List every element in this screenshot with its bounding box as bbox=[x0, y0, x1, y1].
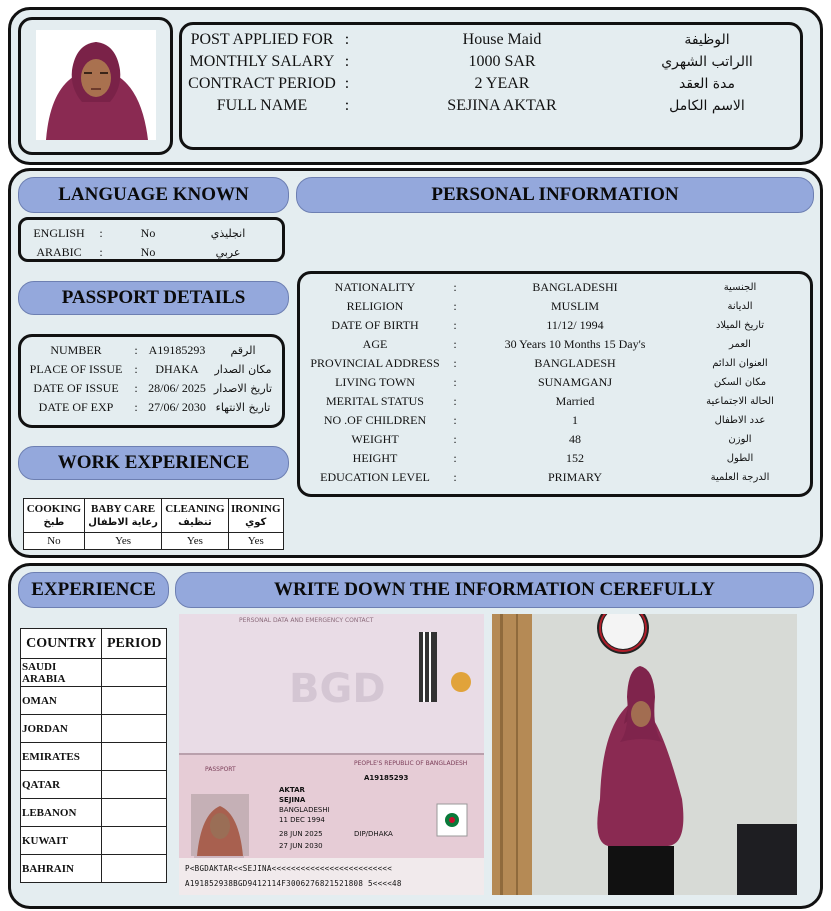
experience-period bbox=[102, 827, 167, 855]
work-column-en: CLEANING bbox=[165, 502, 225, 515]
header-colon: : bbox=[344, 31, 350, 48]
work-column-ar: كوي bbox=[245, 516, 267, 528]
personal-row bbox=[305, 356, 795, 371]
personal-value: BANGLADESH bbox=[534, 356, 616, 370]
passport-value: 27/06/ 2030 bbox=[148, 400, 206, 414]
experience-period bbox=[102, 659, 167, 687]
passport-scan-drawing bbox=[179, 614, 484, 895]
personal-value: 48 bbox=[569, 432, 581, 446]
experience-table bbox=[20, 628, 167, 883]
experience-country: EMIRATES bbox=[21, 743, 102, 771]
personal-value: PRIMARY bbox=[547, 470, 603, 484]
personal-label: PROVINCIAL ADDRESS bbox=[310, 356, 440, 370]
personal-row bbox=[305, 375, 795, 390]
personal-row bbox=[305, 432, 795, 447]
experience-row bbox=[21, 687, 167, 715]
personal-row bbox=[305, 394, 795, 409]
experience-row bbox=[21, 827, 167, 855]
experience-row bbox=[21, 855, 167, 883]
scan-dob: 11 DEC 1994 bbox=[279, 816, 325, 824]
work-value: Yes bbox=[228, 533, 283, 550]
header-value: SEJINA AKTAR bbox=[447, 97, 557, 114]
work-column-header bbox=[162, 499, 228, 533]
experience-period bbox=[102, 771, 167, 799]
header-label: MONTHLY SALARY bbox=[189, 53, 335, 70]
language-row bbox=[24, 226, 268, 241]
header-row bbox=[187, 75, 767, 93]
experience-period bbox=[102, 715, 167, 743]
work-column-header bbox=[84, 499, 161, 533]
personal-row bbox=[305, 470, 795, 485]
passport-label: DATE OF ISSUE bbox=[33, 381, 119, 395]
passport-details-title: PASSPORT DETAILS bbox=[18, 281, 289, 315]
work-experience-title: WORK EXPERIENCE bbox=[18, 446, 289, 480]
personal-arabic: الدرجة العلمية bbox=[710, 472, 770, 483]
experience-row bbox=[21, 715, 167, 743]
personal-colon: : bbox=[453, 375, 457, 389]
personal-arabic: الطول bbox=[726, 453, 754, 464]
personal-arabic: العنوان الدائم bbox=[712, 358, 768, 369]
personal-label: DATE OF BIRTH bbox=[331, 318, 419, 332]
personal-value: Married bbox=[555, 394, 595, 408]
header-value: 1000 SAR bbox=[468, 53, 536, 70]
personal-information-title: PERSONAL INFORMATION bbox=[296, 177, 814, 213]
passport-row bbox=[22, 400, 274, 415]
experience-country: SAUDI ARABIA bbox=[21, 659, 102, 687]
personal-value: SUNAMGANJ bbox=[537, 375, 612, 389]
experience-country: LEBANON bbox=[21, 799, 102, 827]
header-row bbox=[187, 97, 767, 115]
language-colon: : bbox=[99, 245, 103, 259]
full-body-drawing bbox=[492, 614, 797, 895]
personal-arabic: الحالة الاجتماعية bbox=[706, 396, 774, 407]
passport-scan-image bbox=[179, 614, 484, 895]
experience-country: BAHRAIN bbox=[21, 855, 102, 883]
personal-label: AGE bbox=[362, 337, 388, 351]
scan-top-header: PERSONAL DATA AND EMERGENCY CONTACT bbox=[239, 617, 374, 624]
experience-row bbox=[21, 799, 167, 827]
passport-value: 28/06/ 2025 bbox=[148, 381, 206, 395]
personal-colon: : bbox=[453, 318, 457, 332]
passport-value: A19185293 bbox=[148, 343, 206, 357]
experience-country: JORDAN bbox=[21, 715, 102, 743]
work-value: Yes bbox=[162, 533, 228, 550]
scan-surname: AKTAR bbox=[279, 786, 305, 794]
passport-row bbox=[22, 381, 274, 396]
language-arabic: عربي bbox=[215, 246, 241, 259]
passport-label: NUMBER bbox=[50, 343, 102, 357]
work-column-en: IRONING bbox=[231, 502, 281, 515]
work-column-en: COOKING bbox=[26, 502, 82, 515]
language-arabic: انجليذي bbox=[210, 227, 246, 240]
header-arabic: الوظيفة bbox=[684, 32, 730, 48]
scan-passport-word: PASSPORT bbox=[205, 766, 236, 773]
experience-period bbox=[102, 743, 167, 771]
passport-arabic: الرقم bbox=[230, 344, 256, 357]
header-colon: : bbox=[344, 53, 350, 70]
work-column-ar: تنظيف bbox=[178, 516, 212, 528]
passport-value: DHAKA bbox=[155, 362, 199, 376]
personal-colon: : bbox=[453, 280, 457, 294]
personal-value: 1 bbox=[572, 413, 578, 427]
personal-label: WEIGHT bbox=[351, 432, 399, 446]
passport-arabic: مكان الصدار bbox=[214, 363, 272, 376]
passport-colon: : bbox=[134, 343, 138, 357]
write-down-banner: WRITE DOWN THE INFORMATION CEREFULLY bbox=[175, 572, 814, 608]
work-column-ar: رعاية الاطفال bbox=[88, 516, 158, 528]
scan-republic: PEOPLE'S REPUBLIC OF BANGLADESH bbox=[354, 760, 468, 767]
personal-row bbox=[305, 280, 795, 295]
header-label: FULL NAME bbox=[216, 97, 308, 114]
language-label: ARABIC bbox=[36, 245, 82, 259]
personal-label: MERITAL STATUS bbox=[326, 394, 424, 408]
work-column-header bbox=[24, 499, 85, 533]
photo-frame bbox=[18, 17, 173, 155]
passport-colon: : bbox=[134, 400, 138, 414]
personal-label: NATIONALITY bbox=[334, 280, 416, 294]
experience-title: EXPERIENCE bbox=[18, 572, 169, 608]
header-row bbox=[187, 53, 767, 71]
header-row bbox=[187, 31, 767, 49]
scan-authority: DIP/DHAKA bbox=[354, 830, 393, 838]
work-value: Yes bbox=[84, 533, 161, 550]
header-label: POST APPLIED FOR bbox=[190, 31, 334, 48]
personal-arabic: الجنسية bbox=[723, 282, 757, 293]
experience-period bbox=[102, 687, 167, 715]
personal-colon: : bbox=[453, 413, 457, 427]
passport-colon: : bbox=[134, 362, 138, 376]
experience-period bbox=[102, 799, 167, 827]
header-arabic: مدة العقد bbox=[679, 76, 735, 92]
scan-nationality: BANGLADESHI bbox=[279, 806, 330, 814]
experience-country: QATAR bbox=[21, 771, 102, 799]
header-colon: : bbox=[344, 97, 350, 114]
work-experience-table bbox=[23, 498, 284, 550]
personal-arabic: الديانة bbox=[727, 301, 753, 312]
personal-colon: : bbox=[453, 394, 457, 408]
scan-number: A19185293 bbox=[364, 774, 409, 782]
personal-label: NO .OF CHILDREN bbox=[323, 413, 427, 427]
personal-row bbox=[305, 337, 795, 352]
personal-value: MUSLIM bbox=[550, 299, 599, 313]
personal-label: EDUCATION LEVEL bbox=[320, 470, 430, 484]
scan-mrz-line-2: A191852938BGD9412114F3006276821521808 5<<<<48 bbox=[185, 879, 402, 888]
period-column-header: PERIOD bbox=[102, 629, 167, 659]
personal-colon: : bbox=[453, 451, 457, 465]
personal-arabic: العمر bbox=[729, 339, 751, 350]
country-column-header: COUNTRY bbox=[21, 629, 102, 659]
experience-row bbox=[21, 771, 167, 799]
work-column-ar: طبخ bbox=[43, 516, 65, 528]
personal-colon: : bbox=[453, 470, 457, 484]
passport-arabic: تاريخ الانتهاء bbox=[215, 401, 271, 414]
experience-row bbox=[21, 659, 167, 687]
personal-colon: : bbox=[453, 337, 457, 351]
language-label: ENGLISH bbox=[33, 226, 85, 240]
scan-given: SEJINA bbox=[279, 796, 306, 804]
language-known-title: LANGUAGE KNOWN bbox=[18, 177, 289, 213]
header-value: 2 YEAR bbox=[474, 75, 530, 92]
header-label: CONTRACT PERIOD bbox=[188, 75, 336, 92]
passport-label: PLACE OF ISSUE bbox=[29, 362, 123, 376]
personal-row bbox=[305, 318, 795, 333]
experience-country: OMAN bbox=[21, 687, 102, 715]
passport-label: DATE OF EXP bbox=[38, 400, 114, 414]
header-arabic: االراتب الشهري bbox=[661, 54, 753, 70]
personal-label: HEIGHT bbox=[352, 451, 398, 465]
personal-value: 11/12/ 1994 bbox=[546, 318, 604, 332]
passport-arabic: تاريخ الاصدار bbox=[213, 382, 273, 395]
scan-issue: 28 JUN 2025 bbox=[279, 830, 323, 838]
personal-row bbox=[305, 451, 795, 466]
personal-arabic: عدد الاطفال bbox=[714, 415, 766, 426]
personal-value: BANGLADESHI bbox=[532, 280, 618, 294]
header-arabic: الاسم الكامل bbox=[669, 98, 745, 114]
language-value: No bbox=[140, 226, 156, 240]
header-value: House Maid bbox=[462, 31, 542, 48]
personal-label: LIVING TOWN bbox=[335, 375, 415, 389]
experience-period bbox=[102, 855, 167, 883]
personal-value: 152 bbox=[566, 451, 584, 465]
personal-value: 30 Years 10 Months 15 Day's bbox=[504, 337, 646, 351]
personal-label: RELIGION bbox=[346, 299, 404, 313]
personal-row bbox=[305, 413, 795, 428]
personal-arabic: مكان السكن bbox=[713, 377, 767, 388]
personal-arabic: تاريخ الميلاد bbox=[715, 320, 765, 331]
personal-colon: : bbox=[453, 356, 457, 370]
passport-row bbox=[22, 362, 274, 377]
full-body-photo bbox=[492, 614, 797, 895]
work-value: No bbox=[24, 533, 85, 550]
personal-row bbox=[305, 299, 795, 314]
personal-colon: : bbox=[453, 299, 457, 313]
passport-row bbox=[22, 343, 274, 358]
personal-arabic: الوزن bbox=[728, 434, 752, 445]
language-row bbox=[24, 245, 268, 260]
scan-mrz-line-1: P<BGDAKTAR<<SEJINA<<<<<<<<<<<<<<<<<<<<<<<<< bbox=[185, 864, 393, 873]
applicant-portrait bbox=[36, 30, 156, 140]
work-column-en: BABY CARE bbox=[91, 502, 156, 515]
personal-colon: : bbox=[453, 432, 457, 446]
scan-expiry: 27 JUN 2030 bbox=[279, 842, 323, 850]
passport-colon: : bbox=[134, 381, 138, 395]
header-colon: : bbox=[344, 75, 350, 92]
language-value: No bbox=[140, 245, 156, 259]
experience-row bbox=[21, 743, 167, 771]
language-colon: : bbox=[99, 226, 103, 240]
work-column-header bbox=[228, 499, 283, 533]
experience-country: KUWAIT bbox=[21, 827, 102, 855]
scan-bgd-watermark: BGD bbox=[289, 666, 386, 712]
